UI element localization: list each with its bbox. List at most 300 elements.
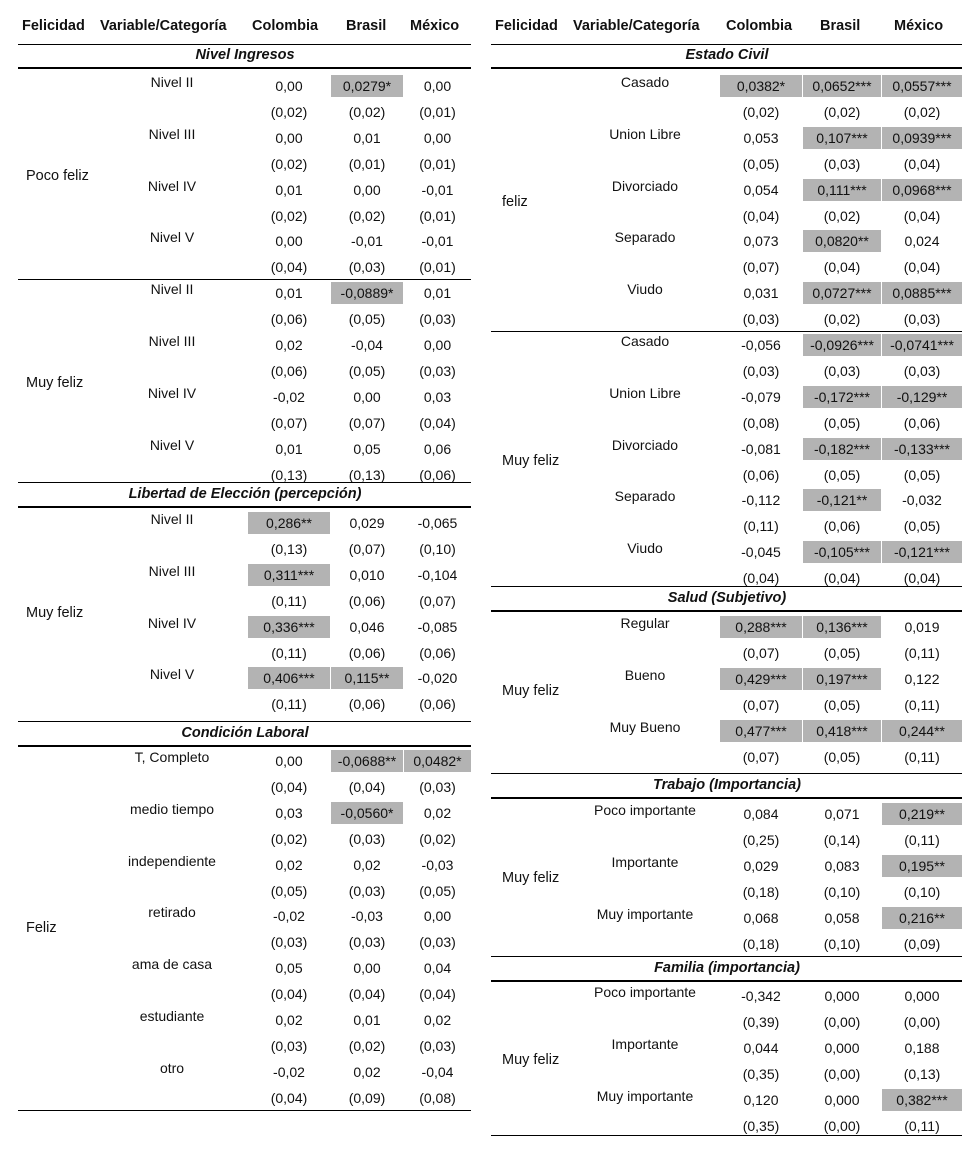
variable-label: Muy importante — [596, 905, 694, 922]
se-cell: (0,03) — [348, 830, 386, 847]
coef-cell: 0,01 — [275, 440, 303, 457]
group-label: Muy feliz — [502, 1051, 560, 1068]
coef-cell: 0,00 — [423, 908, 452, 925]
se-cell: (0,02) — [419, 830, 456, 847]
coef-cell: 0,02 — [353, 856, 381, 873]
se-cell: (0,05) — [903, 518, 941, 535]
se-cell: (0,04) — [419, 414, 456, 431]
coef-cell: 0,044 — [743, 1039, 779, 1056]
coef-cell: 0,0482* — [404, 750, 471, 772]
se-cell: (0,01) — [419, 155, 456, 172]
coef-cell: 0,115** — [331, 667, 403, 689]
coef-cell: 0,000 — [824, 1091, 860, 1108]
coef-cell: 0,0820** — [803, 230, 881, 252]
coef-cell: -0,172*** — [803, 386, 881, 408]
section-title-rule — [18, 67, 471, 69]
variable-label: Divorciado — [611, 436, 679, 453]
coef-cell: 0,029 — [349, 515, 385, 531]
se-cell: (0,03) — [419, 1037, 456, 1054]
se-cell: (0,13) — [270, 540, 308, 557]
group-rule — [491, 331, 962, 332]
coef-cell: 0,019 — [904, 619, 940, 635]
variable-label: estudiante — [139, 1008, 205, 1024]
se-cell: (0,03) — [742, 311, 780, 328]
variable-label: Separado — [614, 229, 676, 246]
variable-label: Divorciado — [611, 177, 679, 194]
se-cell: (0,05) — [419, 882, 456, 899]
coef-cell: 0,02 — [275, 337, 303, 353]
coef-cell: 0,073 — [743, 233, 779, 250]
header-variable: Variable/Categoría — [100, 18, 227, 34]
coef-cell: -0,0889* — [331, 282, 403, 304]
se-cell: (0,11) — [743, 518, 779, 535]
variable-label: retirado — [148, 904, 196, 921]
coef-cell: 0,00 — [423, 337, 452, 353]
coef-cell: 0,046 — [349, 618, 385, 635]
se-cell: (0,03) — [419, 934, 456, 951]
variable-label: Nivel V — [149, 229, 195, 246]
se-cell: (0,05) — [823, 414, 861, 431]
coef-cell: -0,133*** — [882, 438, 962, 460]
variable-label: otro — [159, 1059, 185, 1076]
se-cell: (0,18) — [742, 883, 780, 900]
se-cell: (0,06) — [348, 592, 386, 609]
se-cell: (0,02) — [270, 155, 308, 172]
coef-cell: 0,406*** — [248, 667, 330, 689]
se-cell: (0,07) — [742, 259, 780, 276]
variable-label: Nivel IV — [147, 177, 197, 194]
section-title-rule — [491, 67, 962, 69]
coef-cell: 0,122 — [904, 670, 940, 687]
se-cell: (0,00) — [823, 1117, 861, 1134]
se-cell: (0,03) — [823, 362, 861, 379]
se-cell: (0,08) — [419, 1089, 456, 1106]
coef-cell: 0,05 — [275, 960, 303, 977]
coef-cell: -0,04 — [351, 337, 383, 353]
se-cell: (0,06) — [419, 696, 456, 713]
coef-cell: 0,0727*** — [803, 282, 881, 304]
se-cell: (0,10) — [903, 883, 941, 900]
se-cell: (0,02) — [823, 311, 861, 328]
section-top-rule — [18, 482, 471, 483]
coef-cell: -0,121*** — [882, 541, 962, 563]
se-cell: (0,05) — [823, 748, 861, 765]
section-title: Condición Laboral — [181, 725, 309, 741]
table-bottom-rule — [491, 1135, 962, 1136]
coef-cell: 0,0939*** — [882, 127, 962, 149]
coef-cell: -0,0688** — [331, 750, 403, 772]
se-cell: (0,10) — [419, 540, 456, 557]
coef-cell: 0,00 — [275, 753, 303, 769]
section-title: Libertad de Elección (percepción) — [128, 486, 362, 502]
coef-cell: 0,0968*** — [882, 179, 962, 201]
se-cell: (0,14) — [823, 831, 861, 848]
coef-cell: 0,031 — [743, 285, 779, 302]
section-title: Trabajo (Importancia) — [653, 777, 801, 793]
coef-cell: -0,01 — [421, 233, 454, 250]
header-brasil: Brasil — [820, 18, 861, 34]
coef-cell: 0,382*** — [882, 1089, 962, 1111]
se-cell: (0,11) — [904, 644, 940, 661]
se-cell: (0,03) — [348, 882, 386, 899]
variable-label: Union Libre — [609, 125, 681, 142]
section-title-rule — [18, 745, 471, 747]
se-cell: (0,04) — [270, 1089, 308, 1106]
se-cell: (0,03) — [823, 155, 861, 172]
variable-label: Muy Bueno — [609, 718, 681, 735]
variable-label: Nivel III — [148, 333, 196, 349]
se-cell: (0,06) — [270, 311, 308, 328]
se-cell: (0,06) — [348, 644, 386, 661]
coef-cell: 0,024 — [904, 233, 940, 250]
se-cell: (0,00) — [823, 1013, 861, 1030]
se-cell: (0,03) — [903, 362, 941, 379]
coef-cell: 0,00 — [275, 233, 303, 250]
header-variable: Variable/Categoría — [573, 18, 700, 34]
coef-cell: -0,02 — [273, 908, 305, 925]
coef-cell: 0,053 — [743, 129, 779, 146]
se-cell: (0,18) — [742, 935, 780, 952]
variable-label: Nivel IV — [147, 614, 197, 631]
variable-label: Importante — [611, 853, 679, 870]
variable-label: Viudo — [627, 281, 663, 298]
se-cell: (0,04) — [823, 259, 861, 276]
table-bottom-rule — [18, 1110, 471, 1111]
variable-label: Importante — [611, 1035, 679, 1052]
se-cell: (0,07) — [742, 644, 780, 661]
se-cell: (0,02) — [270, 830, 308, 847]
se-cell: (0,03) — [270, 934, 308, 951]
se-cell: (0,09) — [348, 1089, 386, 1106]
se-cell: (0,04) — [348, 778, 386, 795]
coef-cell: 0,054 — [743, 181, 779, 198]
coef-cell: 0,00 — [423, 78, 452, 94]
coef-cell: 0,00 — [423, 129, 452, 146]
coef-cell: -0,020 — [417, 670, 458, 687]
coef-cell: 0,197*** — [803, 668, 881, 690]
coef-cell: 0,03 — [275, 804, 303, 821]
header-mexico: México — [410, 18, 460, 34]
section-top-rule — [491, 773, 962, 774]
section-title: Estado Civil — [685, 47, 769, 63]
se-cell: (0,02) — [348, 1037, 386, 1054]
header-rule — [18, 44, 471, 45]
variable-label: Union Libre — [609, 384, 681, 401]
header-colombia: Colombia — [726, 18, 793, 34]
coef-cell: 0,00 — [275, 78, 303, 94]
coef-cell: 0,120 — [743, 1091, 779, 1108]
variable-label: Casado — [620, 333, 670, 349]
se-cell: (0,02) — [270, 103, 308, 120]
se-cell: (0,03) — [348, 259, 386, 276]
se-cell: (0,04) — [419, 986, 456, 1003]
variable-label: Poco importante — [594, 984, 696, 1000]
coef-cell: 0,01 — [353, 129, 381, 146]
se-cell: (0,05) — [348, 362, 386, 379]
coef-cell: 0,068 — [743, 909, 779, 926]
se-cell: (0,01) — [419, 207, 456, 224]
coef-cell: -0,112 — [741, 492, 781, 509]
variable-label: Muy importante — [596, 1087, 694, 1104]
se-cell: (0,25) — [742, 831, 780, 848]
se-cell: (0,03) — [742, 362, 780, 379]
se-cell: (0,08) — [742, 414, 780, 431]
se-cell: (0,10) — [823, 883, 861, 900]
se-cell: (0,35) — [742, 1065, 780, 1082]
se-cell: (0,13) — [348, 466, 386, 483]
group-label: Muy feliz — [26, 604, 84, 621]
coef-cell: -0,0926*** — [803, 334, 881, 356]
coef-cell: 0,03 — [423, 388, 452, 405]
se-cell: (0,06) — [419, 644, 456, 661]
se-cell: (0,04) — [903, 570, 941, 587]
coef-cell: 0,0652*** — [803, 75, 881, 97]
coef-cell: 0,02 — [353, 1063, 381, 1080]
group-label: Muy feliz — [502, 452, 560, 469]
se-cell: (0,11) — [904, 1117, 940, 1134]
group-rule — [18, 279, 471, 280]
se-cell: (0,07) — [419, 592, 456, 609]
coef-cell: -0,01 — [351, 233, 383, 250]
coef-cell: 0,02 — [275, 856, 303, 873]
coef-cell: 0,136*** — [803, 616, 881, 638]
coef-cell: 0,083 — [824, 857, 860, 874]
variable-label: Nivel V — [149, 666, 195, 683]
coef-cell: -0,03 — [351, 908, 383, 925]
coef-cell: 0,000 — [824, 988, 860, 1004]
variable-label: Nivel II — [150, 281, 194, 298]
se-cell: (0,03) — [903, 311, 941, 328]
variable-label: Viudo — [627, 540, 663, 557]
se-cell: (0,11) — [904, 696, 940, 713]
coef-cell: 0,0885*** — [882, 282, 962, 304]
se-cell: (0,04) — [742, 570, 780, 587]
coef-cell: -0,02 — [273, 388, 305, 405]
coef-cell: -0,0560* — [331, 802, 403, 824]
header-felicidad: Felicidad — [495, 18, 558, 34]
se-cell: (0,07) — [348, 540, 386, 557]
section-title: Salud (Subjetivo) — [667, 590, 787, 606]
header-rule — [491, 44, 962, 45]
se-cell: (0,06) — [270, 362, 308, 379]
coef-cell: -0,065 — [417, 515, 458, 531]
se-cell: (0,04) — [742, 207, 780, 224]
coef-cell: -0,032 — [902, 492, 942, 509]
variable-label: Nivel IV — [147, 384, 197, 401]
section-title-rule — [18, 506, 471, 508]
coef-cell: 0,111*** — [803, 179, 881, 201]
section-top-rule — [18, 721, 471, 722]
coef-cell: 0,010 — [349, 566, 385, 583]
se-cell: (0,06) — [419, 466, 456, 483]
variable-label: Poco importante — [594, 802, 696, 818]
se-cell: (0,13) — [903, 1065, 941, 1082]
se-cell: (0,11) — [904, 748, 940, 765]
coef-cell: 0,00 — [353, 388, 381, 405]
variable-label: Nivel II — [150, 511, 194, 527]
se-cell: (0,02) — [270, 207, 308, 224]
coef-cell: 0,084 — [743, 806, 779, 822]
se-cell: (0,06) — [823, 518, 861, 535]
se-cell: (0,02) — [348, 103, 386, 120]
se-cell: (0,05) — [270, 882, 308, 899]
se-cell: (0,05) — [823, 696, 861, 713]
coef-cell: 0,311*** — [248, 564, 330, 586]
coef-cell: -0,045 — [741, 544, 781, 561]
coef-cell: 0,286** — [248, 512, 330, 534]
coef-cell: 0,000 — [824, 1039, 860, 1056]
section-title-rule — [491, 610, 962, 612]
coef-cell: -0,081 — [741, 440, 781, 457]
coef-cell: -0,105*** — [803, 541, 881, 563]
se-cell: (0,03) — [419, 362, 456, 379]
group-label: Muy feliz — [26, 374, 84, 391]
coef-cell: -0,085 — [417, 618, 458, 635]
coef-cell: 0,244** — [882, 720, 962, 742]
coef-cell: -0,056 — [741, 337, 781, 353]
se-cell: (0,01) — [419, 103, 456, 120]
coef-cell: -0,342 — [741, 988, 781, 1004]
se-cell: (0,06) — [348, 696, 386, 713]
section-title: Nivel Ingresos — [195, 47, 295, 63]
se-cell: (0,39) — [742, 1013, 780, 1030]
variable-label: Nivel V — [149, 436, 195, 453]
se-cell: (0,01) — [419, 259, 456, 276]
se-cell: (0,04) — [903, 207, 941, 224]
se-cell: (0,07) — [742, 748, 780, 765]
coef-cell: 0,01 — [275, 181, 303, 198]
section-title: Familia (importancia) — [654, 960, 800, 976]
coef-cell: 0,01 — [423, 285, 452, 302]
coef-cell: 0,02 — [275, 1012, 303, 1028]
variable-label: independiente — [128, 852, 216, 869]
coef-cell: -0,121** — [803, 489, 881, 511]
coef-cell: 0,01 — [353, 1012, 381, 1028]
group-label: feliz — [502, 193, 528, 210]
group-label: Muy feliz — [502, 682, 560, 699]
coef-cell: 0,00 — [353, 181, 381, 198]
se-cell: (0,04) — [270, 778, 308, 795]
variable-label: Regular — [620, 615, 670, 631]
coef-cell: -0,079 — [741, 388, 781, 405]
coef-cell: -0,129** — [882, 386, 962, 408]
variable-label: Separado — [614, 488, 676, 505]
coef-cell: 0,02 — [423, 804, 452, 821]
group-label: Poco feliz — [26, 167, 89, 184]
se-cell: (0,02) — [903, 103, 941, 120]
coef-cell: -0,03 — [421, 856, 454, 873]
coef-cell: 0,02 — [423, 1012, 452, 1028]
coef-cell: -0,02 — [273, 1063, 305, 1080]
se-cell: (0,11) — [271, 644, 307, 661]
se-cell: (0,00) — [903, 1013, 941, 1030]
coef-cell: 0,00 — [353, 960, 381, 977]
coef-cell: -0,104 — [417, 566, 458, 583]
se-cell: (0,00) — [823, 1065, 861, 1082]
coef-cell: 0,418*** — [803, 720, 881, 742]
coef-cell: 0,429*** — [720, 668, 802, 690]
se-cell: (0,05) — [348, 311, 386, 328]
coef-cell: 0,06 — [423, 440, 452, 457]
coef-cell: 0,219** — [882, 803, 962, 825]
se-cell: (0,35) — [742, 1117, 780, 1134]
coef-cell: 0,058 — [824, 909, 860, 926]
coef-cell: 0,04 — [423, 960, 452, 977]
se-cell: (0,07) — [270, 414, 308, 431]
variable-label: Nivel III — [148, 562, 196, 579]
se-cell: (0,03) — [270, 1037, 308, 1054]
coef-cell: 0,0557*** — [882, 75, 962, 97]
header-felicidad: Felicidad — [22, 18, 85, 34]
coef-cell: 0,216** — [882, 907, 962, 929]
se-cell: (0,04) — [270, 986, 308, 1003]
coef-cell: 0,477*** — [720, 720, 802, 742]
variable-label: ama de casa — [131, 956, 213, 973]
coef-cell: 0,00 — [275, 129, 303, 146]
coef-cell: 0,05 — [353, 440, 381, 457]
variable-label: Casado — [620, 74, 670, 90]
coef-cell: 0,188 — [904, 1039, 940, 1056]
coef-cell: 0,029 — [743, 857, 779, 874]
se-cell: (0,04) — [903, 155, 941, 172]
coef-cell: 0,107*** — [803, 127, 881, 149]
se-cell: (0,05) — [823, 644, 861, 661]
se-cell: (0,04) — [903, 259, 941, 276]
coef-cell: -0,01 — [421, 181, 454, 198]
se-cell: (0,06) — [903, 414, 941, 431]
se-cell: (0,03) — [419, 311, 456, 328]
coef-cell: 0,288*** — [720, 616, 802, 638]
group-label: Feliz — [26, 920, 57, 937]
variable-label: Bueno — [624, 666, 666, 683]
se-cell: (0,05) — [742, 155, 780, 172]
se-cell: (0,02) — [823, 207, 861, 224]
section-title-rule — [491, 797, 962, 799]
se-cell: (0,05) — [903, 466, 941, 483]
coef-cell: -0,04 — [421, 1063, 454, 1080]
coef-cell: -0,182*** — [803, 438, 881, 460]
coef-cell: 0,071 — [824, 806, 860, 822]
section-top-rule — [491, 956, 962, 957]
coef-cell: 0,01 — [275, 285, 303, 302]
header-brasil: Brasil — [346, 18, 387, 34]
variable-label: Nivel III — [148, 125, 196, 142]
se-cell: (0,09) — [903, 935, 941, 952]
se-cell: (0,02) — [348, 207, 386, 224]
section-title-rule — [491, 980, 962, 982]
se-cell: (0,13) — [270, 466, 308, 483]
coef-cell: -0,0741*** — [882, 334, 962, 356]
se-cell: (0,01) — [348, 155, 386, 172]
se-cell: (0,10) — [823, 935, 861, 952]
variable-label: T, Completo — [134, 749, 210, 765]
se-cell: (0,11) — [904, 831, 940, 848]
se-cell: (0,11) — [271, 592, 307, 609]
se-cell: (0,05) — [823, 466, 861, 483]
se-cell: (0,03) — [419, 778, 456, 795]
coef-cell: 0,000 — [904, 988, 940, 1004]
se-cell: (0,02) — [742, 103, 780, 120]
coef-cell: 0,0279* — [331, 75, 403, 97]
se-cell: (0,11) — [271, 696, 307, 713]
coef-cell: 0,195** — [882, 855, 962, 877]
se-cell: (0,07) — [348, 414, 386, 431]
coef-cell: 0,0382* — [720, 75, 802, 97]
variable-label: medio tiempo — [129, 800, 215, 817]
se-cell: (0,02) — [823, 103, 861, 120]
se-cell: (0,07) — [742, 696, 780, 713]
coef-cell: 0,336*** — [248, 616, 330, 638]
